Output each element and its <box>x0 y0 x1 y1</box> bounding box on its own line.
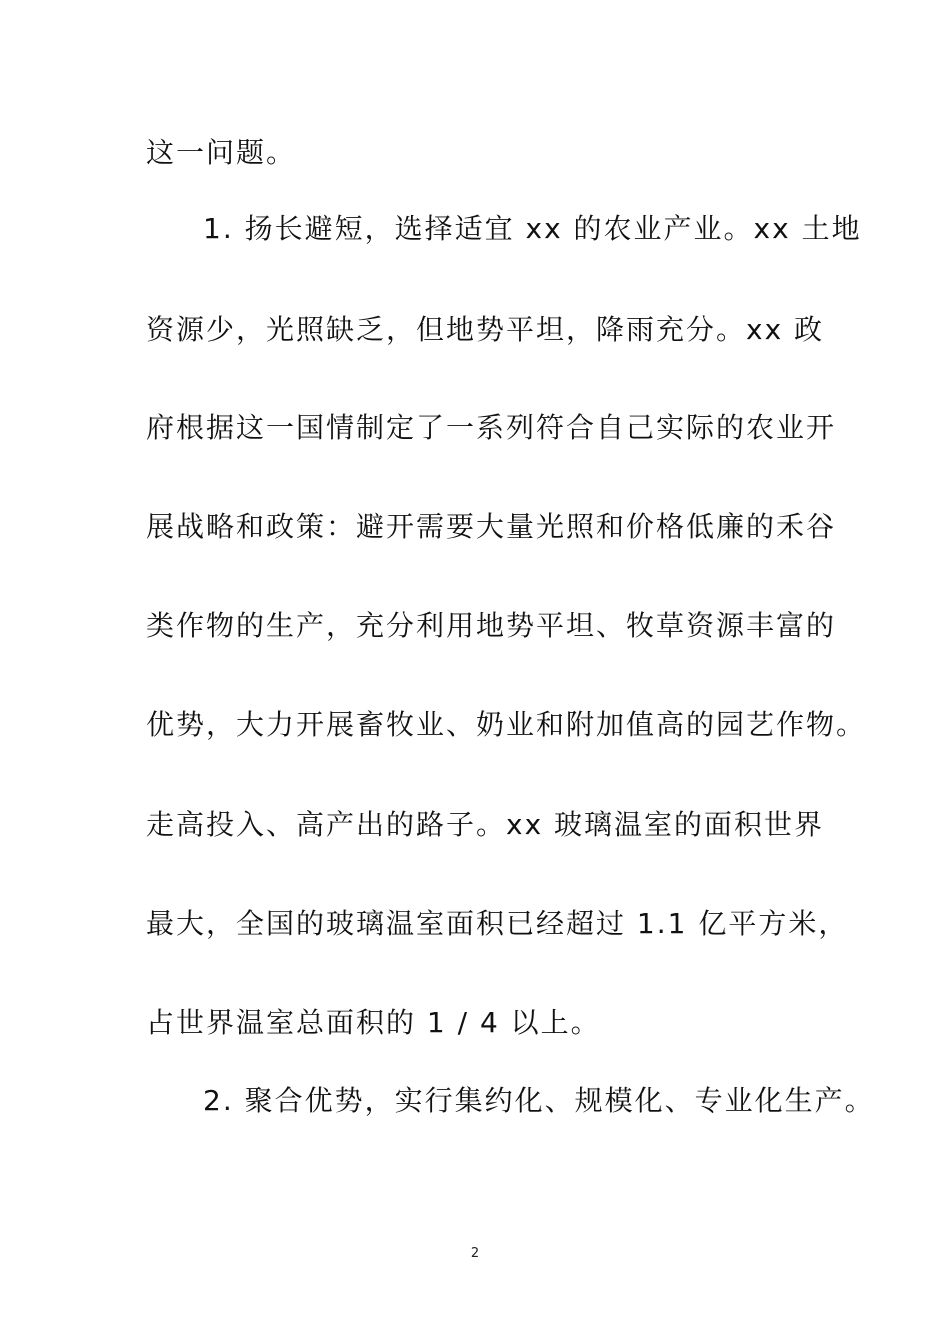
text-line-1: 这一问题。 <box>146 136 297 169</box>
text-line-8: 走高投入、高产出的路子。xx 玻璃温室的面积世界 <box>146 808 825 841</box>
text-line-7: 优势，大力开展畜牧业、奶业和附加值高的园艺作物。 <box>146 708 867 741</box>
text-line-4: 府根据这一国情制定了一系列符合自己实际的农业开 <box>146 411 837 444</box>
text-line-11: 2. 聚合优势，实行集约化、规模化、专业化生产。 <box>203 1084 875 1117</box>
text-line-5: 展战略和政策：避开需要大量光照和价格低廉的禾谷 <box>146 510 837 543</box>
text-line-9: 最大，全国的玻璃温室面积已经超过 1.1 亿平方米， <box>146 907 849 940</box>
text-line-2: 1. 扬长避短，选择适宜 xx 的农业产业。xx 土地 <box>203 212 862 245</box>
text-line-3: 资源少，光照缺乏，但地势平坦，降雨充分。xx 政 <box>146 313 825 346</box>
page-number: 2 <box>470 1246 480 1261</box>
text-line-6: 类作物的生产，充分利用地势平坦、牧草资源丰富的 <box>146 609 837 642</box>
text-line-10: 占世界温室总面积的 1 / 4 以上。 <box>146 1006 601 1039</box>
